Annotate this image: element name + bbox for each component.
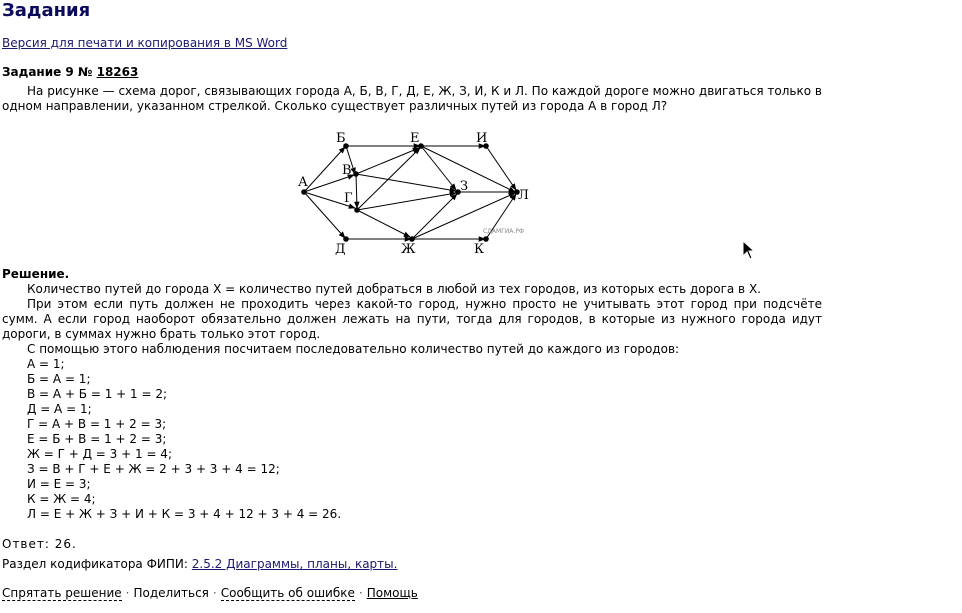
- label-k: К: [474, 242, 485, 257]
- edge-v-e: [356, 148, 419, 174]
- edge-g-zh: [357, 210, 410, 237]
- solution-paragraph-2: При этом если путь должен не проходить через какой-то город, нужно просто не учитывать этот город при подсчёте сумм. А если город наоборот обязательно должен лежать на пути, тогда для городов, в которые из нужного города идут дороги, в суммах нужно брать только этот город.: [2, 297, 822, 341]
- edge-v-z: [356, 174, 456, 191]
- edge-e-z: [421, 146, 456, 190]
- task-number-link[interactable]: 18263: [96, 65, 139, 79]
- separator: ·: [125, 586, 130, 600]
- solution-paragraph-3: С помощью этого наблюдения посчитаем последовательно количество путей до каждого из городов:: [27, 342, 680, 356]
- solution-line: К = Ж = 4;: [27, 492, 96, 506]
- task-text: На рисунке — схема дорог, связывающих города А, Б, В, Г, Д, Е, Ж, З, И, К и Л. По каждой дороге можно двигаться только в одном направлении, указанном стрелкой. Сколько существует различных путей из города А в город Л?: [2, 84, 822, 113]
- solution-line: Д = А = 1;: [27, 402, 92, 416]
- edge-v-g: [356, 174, 357, 208]
- solution-line: Е = Б + В = 1 + 2 = 3;: [27, 432, 167, 446]
- node-v: [353, 171, 359, 177]
- solution-line: Б = А = 1;: [27, 372, 91, 386]
- footer-links: [2, 586, 418, 600]
- node-a: [301, 189, 307, 195]
- node-k: [483, 236, 489, 242]
- hide-solution-button[interactable]: Спрятать решение: [2, 586, 122, 600]
- share-button[interactable]: Поделиться: [133, 586, 209, 600]
- label-v: В: [342, 163, 352, 178]
- separator: ·: [212, 586, 217, 600]
- solution-line: Г = А + В = 1 + 2 = 3;: [27, 417, 167, 431]
- codifier-section: [2, 557, 397, 571]
- node-g: [354, 207, 360, 213]
- solution-line: З = В + Г + Е + Ж = 2 + 3 + 3 + 4 = 12;: [27, 462, 280, 476]
- solution-line: В = А + Б = 1 + 1 = 2;: [27, 387, 168, 401]
- label-i: И: [476, 131, 488, 146]
- label-zh: Ж: [401, 242, 416, 257]
- answer: Ответ: 26.: [2, 537, 77, 551]
- watermark: СДАМГИА.РФ: [483, 228, 525, 235]
- road-diagram: [290, 124, 540, 258]
- codifier-link[interactable]: 2.5.2 Диаграммы, планы, карты.: [191, 557, 398, 571]
- task-heading: [2, 65, 138, 79]
- solution-line: Ж = Г + Д = 3 + 1 = 4;: [27, 447, 172, 461]
- label-g: Г: [344, 191, 353, 206]
- help-link[interactable]: Помощь: [366, 586, 418, 600]
- solution-line: Л = Е + Ж + З + И + К = 3 + 4 + 12 + 3 + 4 = 26.: [27, 507, 342, 521]
- label-l: Л: [518, 188, 529, 203]
- label-d: Д: [335, 242, 346, 257]
- edge-zh-z: [412, 194, 457, 239]
- solution-line: И = Е = 3;: [27, 477, 91, 491]
- report-error-button[interactable]: Сообщить об ошибке: [220, 586, 355, 600]
- page-title: Задания: [2, 0, 91, 21]
- solution-line: А = 1;: [27, 357, 65, 371]
- node-d: [343, 236, 349, 242]
- label-b: Б: [336, 131, 346, 146]
- edge-i-l: [486, 146, 516, 190]
- print-version-link[interactable]: Версия для печати и копирования в MS Word: [2, 36, 288, 50]
- label-z: З: [460, 179, 469, 194]
- solution-paragraph-1: Количество путей до города X = количество путей добраться в любой из тех городов, из которых есть дорога в X.: [27, 282, 761, 296]
- node-zh: [409, 236, 415, 242]
- solution-heading: Решение.: [2, 267, 70, 281]
- codifier-label: Раздел кодификатора ФИПИ:: [2, 557, 188, 571]
- mouse-cursor-icon: [742, 240, 756, 260]
- separator: ·: [358, 586, 363, 600]
- label-e: Е: [410, 131, 420, 146]
- label-a: А: [298, 175, 308, 190]
- task-label: Задание 9 №: [2, 65, 93, 79]
- diagram-edges: [304, 146, 516, 239]
